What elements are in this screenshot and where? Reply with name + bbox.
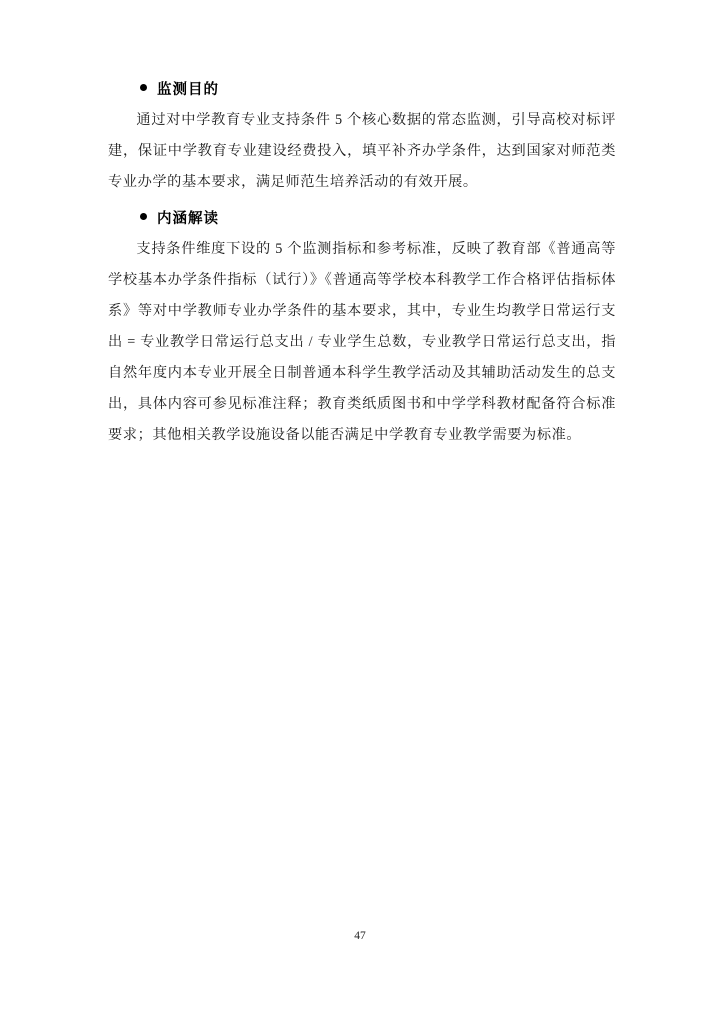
section-heading-monitoring-purpose — [108, 78, 616, 99]
page-content — [108, 78, 616, 453]
section-heading-label: 监测目的 — [157, 82, 219, 98]
section-spacer — [108, 200, 616, 207]
section-heading-label: 内涵解读 — [157, 211, 219, 227]
bullet-icon — [140, 213, 147, 220]
section-paragraph-monitoring-purpose: 通过对中学教育专业支持条件 5 个核心数据的常态监测，引导高校对标评建，保证中学教育专业建设经费投入，填平补齐办学条件，达到国家对师范类专业办学的基本要求，满足师范生培养活动的有效开展。 — [108, 112, 616, 190]
bullet-icon — [140, 84, 147, 91]
section-paragraph-connotation: 支持条件维度下设的 5 个监测指标和参考标准，反映了教育部《普通高等学校基本办学条件指标（试行）》《普通高等学校本科教学工作合格评估指标体系》等对中学教师专业办学条件的基本要求，其中，专业生均教学日常运行支出 = 专业教学日常运行总支出 / 专业学生总数，专业教学日常运行总支出，指自然年度内本专业开展全日制普通本科学生教学活动及其辅助活动发生的总支出，具体内容可参见标准注释；教育类纸质图书和中学学科教材配备符合标准要求；其他相关教学设施设备以能否满足中学教育专业教学需要为标准。 — [108, 241, 616, 443]
page-number: 47 — [354, 930, 366, 942]
section-heading-connotation — [108, 207, 616, 228]
